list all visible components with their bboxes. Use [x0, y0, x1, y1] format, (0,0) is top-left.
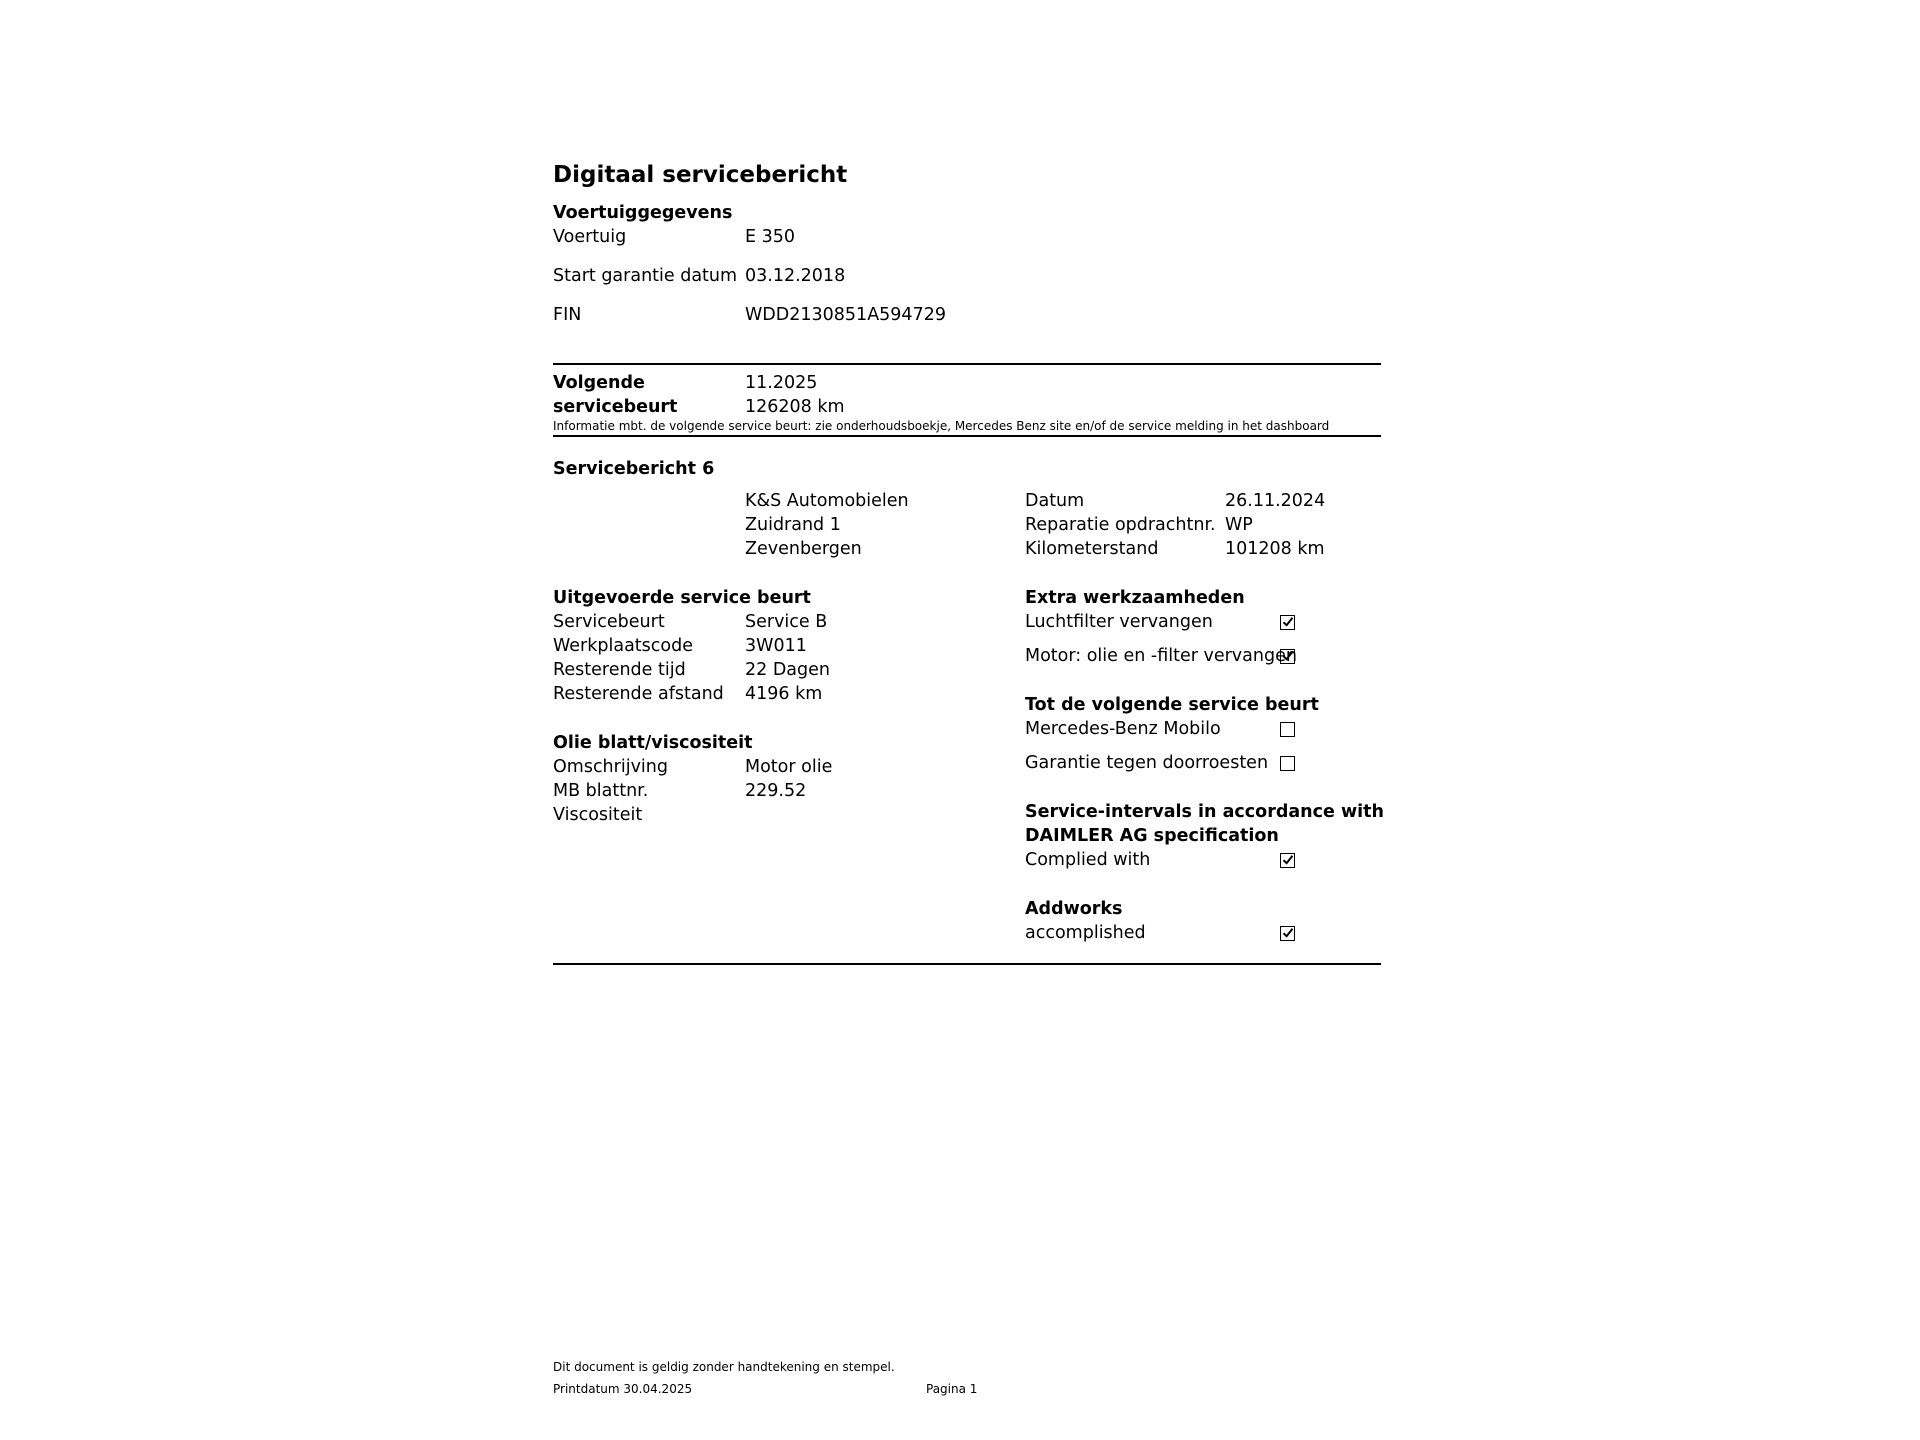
air-filter-checkbox[interactable] [1280, 615, 1295, 630]
rust-warranty-label: Garantie tegen doorroesten [1025, 753, 1269, 773]
workshop-code-label: Werkplaatscode [553, 636, 693, 656]
service-type-value: Service B [745, 612, 828, 632]
checkmark-icon [1282, 650, 1294, 662]
accomplished-label: accomplished [1025, 923, 1146, 943]
divider [553, 963, 1381, 965]
rust-warranty-checkbox[interactable] [1280, 756, 1295, 771]
remaining-distance-value: 4196 km [745, 684, 823, 704]
dealer-name: K&S Automobielen [745, 491, 909, 511]
warranty-start-label: Start garantie datum [553, 266, 738, 286]
performed-heading: Uitgevoerde service beurt [553, 588, 811, 608]
checkmark-icon [1282, 927, 1294, 939]
complied-label: Complied with [1025, 850, 1151, 870]
vehicle-heading: Voertuiggegevens [553, 203, 733, 223]
oil-description-label: Omschrijving [553, 757, 668, 777]
mb-sheet-label: MB blattnr. [553, 781, 649, 801]
oil-filter-checkbox[interactable] [1280, 649, 1295, 664]
oil-heading: Olie blatt/viscositeit [553, 733, 753, 753]
oil-filter-label: Motor: olie en -filter vervangen [1025, 646, 1297, 666]
checkmark-icon [1282, 616, 1294, 628]
next-service-label: Volgende [553, 373, 645, 393]
next-service-info: Informatie mbt. de volgende service beurt: zie onderhoudsboekje, Mercedes Benz site en/of de service melding in het dashboard [553, 419, 1330, 433]
fin-label: FIN [553, 305, 582, 325]
date-label: Datum [1025, 491, 1085, 511]
divider [553, 363, 1381, 365]
extra-work-heading: Extra werkzaamheden [1025, 588, 1245, 608]
mobilo-label: Mercedes-Benz Mobilo [1025, 719, 1221, 739]
remaining-time-value: 22 Dagen [745, 660, 830, 680]
next-service-date: 11.2025 [745, 373, 818, 393]
dealer-street: Zuidrand 1 [745, 515, 841, 535]
mileage-label: Kilometerstand [1025, 539, 1159, 559]
addworks-heading: Addworks [1025, 899, 1123, 919]
air-filter-label: Luchtfilter vervangen [1025, 612, 1213, 632]
checkmark-icon [1282, 854, 1294, 866]
viscosity-label: Viscositeit [553, 805, 643, 825]
service-type-label: Servicebeurt [553, 612, 665, 632]
mb-sheet-value: 229.52 [745, 781, 807, 801]
intervals-heading-2: DAIMLER AG specification [1025, 826, 1279, 846]
page-title: Digitaal servicebericht [553, 162, 848, 188]
until-next-heading: Tot de volgende service beurt [1025, 695, 1319, 715]
mobilo-checkbox[interactable] [1280, 722, 1295, 737]
next-service-km: 126208 km [745, 397, 845, 417]
date-value: 26.11.2024 [1225, 491, 1326, 511]
print-date: Printdatum 30.04.2025 [553, 1382, 693, 1396]
page-number: Pagina 1 [926, 1382, 978, 1396]
dealer-city: Zevenbergen [745, 539, 862, 559]
mileage-value: 101208 km [1225, 539, 1325, 559]
warranty-start-value: 03.12.2018 [745, 266, 846, 286]
remaining-distance-label: Resterende afstand [553, 684, 724, 704]
vehicle-value: E 350 [745, 227, 796, 247]
validity-note: Dit document is geldig zonder handtekening en stempel. [553, 1360, 895, 1374]
fin-value: WDD2130851A594729 [745, 305, 946, 325]
accomplished-checkbox[interactable] [1280, 926, 1295, 941]
report-heading: Servicebericht 6 [553, 459, 715, 479]
divider [553, 435, 1381, 437]
intervals-heading: Service-intervals in accordance with [1025, 802, 1384, 822]
workshop-code-value: 3W011 [745, 636, 807, 656]
vehicle-label: Voertuig [553, 227, 627, 247]
remaining-time-label: Resterende tijd [553, 660, 686, 680]
complied-checkbox[interactable] [1280, 853, 1295, 868]
repair-order-value: WP [1225, 515, 1253, 535]
oil-description-value: Motor olie [745, 757, 833, 777]
next-service-label-2: servicebeurt [553, 397, 678, 417]
repair-order-label: Reparatie opdrachtnr. [1025, 515, 1216, 535]
